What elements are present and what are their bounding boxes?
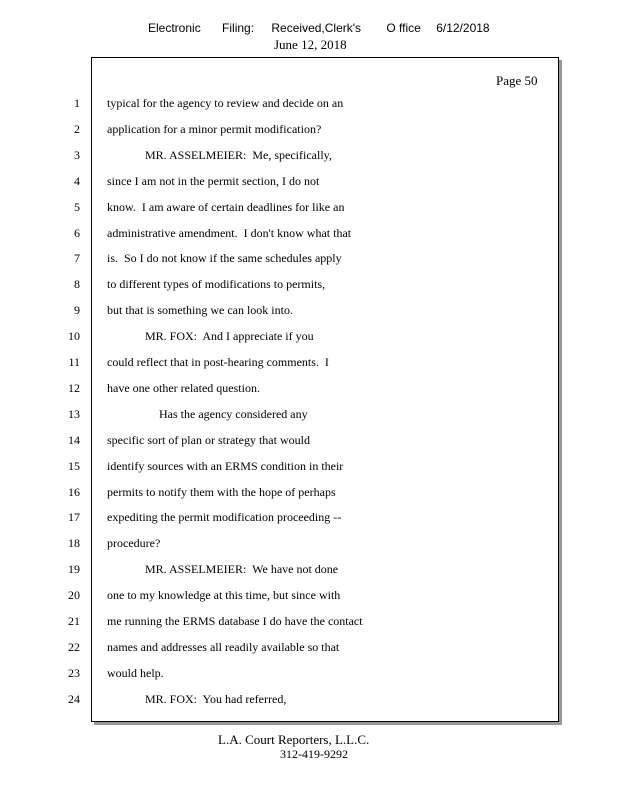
line-text: Has the agency considered any xyxy=(159,406,308,421)
transcript-line xyxy=(0,509,560,535)
filing-office: O ffice xyxy=(386,21,421,35)
transcript-line xyxy=(0,121,560,147)
filing-date: 6/12/2018 xyxy=(436,21,490,35)
filing-electronic: Electronic xyxy=(148,21,201,35)
line-number: 8 xyxy=(74,277,80,292)
line-number: 15 xyxy=(68,458,80,473)
transcript-line xyxy=(0,250,560,276)
line-text: since I am not in the permit section, I do not xyxy=(107,173,320,188)
line-number: 2 xyxy=(74,121,80,136)
line-number: 13 xyxy=(68,406,80,421)
line-text: administrative amendment. I don't know what that xyxy=(107,225,352,240)
transcript-line xyxy=(0,147,560,173)
line-number: 9 xyxy=(74,303,80,318)
filing-received: Received,Clerk's xyxy=(271,21,362,35)
transcript-line xyxy=(0,276,560,302)
line-number: 24 xyxy=(68,691,80,706)
line-number: 6 xyxy=(74,225,80,240)
line-text: would help. xyxy=(107,665,164,680)
line-number: 3 xyxy=(74,147,80,162)
line-text: expediting the permit modification proceeding -- xyxy=(107,510,342,525)
line-number: 23 xyxy=(68,665,80,680)
line-text: specific sort of plan or strategy that would xyxy=(107,432,310,447)
filing-label: Filing: xyxy=(222,21,255,35)
line-number: 20 xyxy=(68,588,80,603)
line-number: 22 xyxy=(68,639,80,654)
footer-company: L.A. Court Reporters, L.L.C. xyxy=(218,732,370,747)
filing-date-long: June 12, 2018 xyxy=(274,37,347,52)
line-number: 1 xyxy=(74,96,80,110)
page-number: Page 50 xyxy=(496,73,538,88)
transcript-line xyxy=(0,302,560,328)
line-text: MR. ASSELMEIER: We have not done xyxy=(145,562,339,577)
transcript-line xyxy=(0,380,560,406)
transcript-line xyxy=(0,691,560,717)
line-number: 4 xyxy=(74,173,80,188)
transcript-line xyxy=(0,535,560,561)
line-number: 21 xyxy=(68,614,80,628)
transcript-line xyxy=(0,406,560,432)
line-text: one to my knowledge at this time, but since with xyxy=(107,588,341,603)
line-number: 5 xyxy=(74,199,80,214)
line-text: have one other related question. xyxy=(107,380,260,395)
line-text: permits to notify them with the hope of perhaps xyxy=(107,484,336,499)
footer-phone: 312-419-9292 xyxy=(280,747,348,761)
transcript-line xyxy=(0,432,560,458)
transcript-line xyxy=(0,587,560,613)
line-number: 10 xyxy=(68,329,80,344)
transcript-line xyxy=(0,639,560,665)
line-text: is. So I do not know if the same schedules apply xyxy=(107,251,342,266)
line-number: 17 xyxy=(68,510,80,525)
transcript-line xyxy=(0,225,560,251)
line-text: but that is something we can look into. xyxy=(107,303,293,318)
line-text: to different types of modifications to permits, xyxy=(107,277,326,292)
transcript-line xyxy=(0,613,560,639)
transcript-line xyxy=(0,199,560,225)
line-text: could reflect that in post-hearing comments. I xyxy=(107,355,329,369)
line-text: me running the ERMS database I do have the contact xyxy=(107,614,363,628)
transcript-line xyxy=(0,95,560,121)
line-text: identify sources with an ERMS condition in their xyxy=(107,458,344,473)
transcript-line xyxy=(0,561,560,587)
line-text: procedure? xyxy=(107,536,161,551)
line-number: 14 xyxy=(68,432,80,447)
line-number: 18 xyxy=(68,536,80,551)
transcript-line xyxy=(0,328,560,354)
line-text: names and addresses all readily available so that xyxy=(107,639,340,654)
line-text: application for a minor permit modification? xyxy=(107,121,322,136)
line-number: 11 xyxy=(68,355,80,369)
transcript-line xyxy=(0,173,560,199)
filing-stamp-line xyxy=(148,21,490,35)
line-number: 16 xyxy=(68,484,80,499)
transcript-line xyxy=(0,665,560,691)
transcript-line xyxy=(0,484,560,510)
line-number: 12 xyxy=(68,380,80,395)
line-text: MR. ASSELMEIER: Me, specifically, xyxy=(145,147,332,162)
line-number: 19 xyxy=(68,562,80,577)
line-text: MR. FOX: You had referred, xyxy=(145,691,287,706)
transcript-line xyxy=(0,458,560,484)
transcript-line xyxy=(0,354,560,380)
line-text: know. I am aware of certain deadlines for like an xyxy=(107,199,345,214)
line-text: MR. FOX: And I appreciate if you xyxy=(145,329,314,344)
line-number: 7 xyxy=(74,251,80,266)
line-text: typical for the agency to review and decide on an xyxy=(107,96,344,110)
